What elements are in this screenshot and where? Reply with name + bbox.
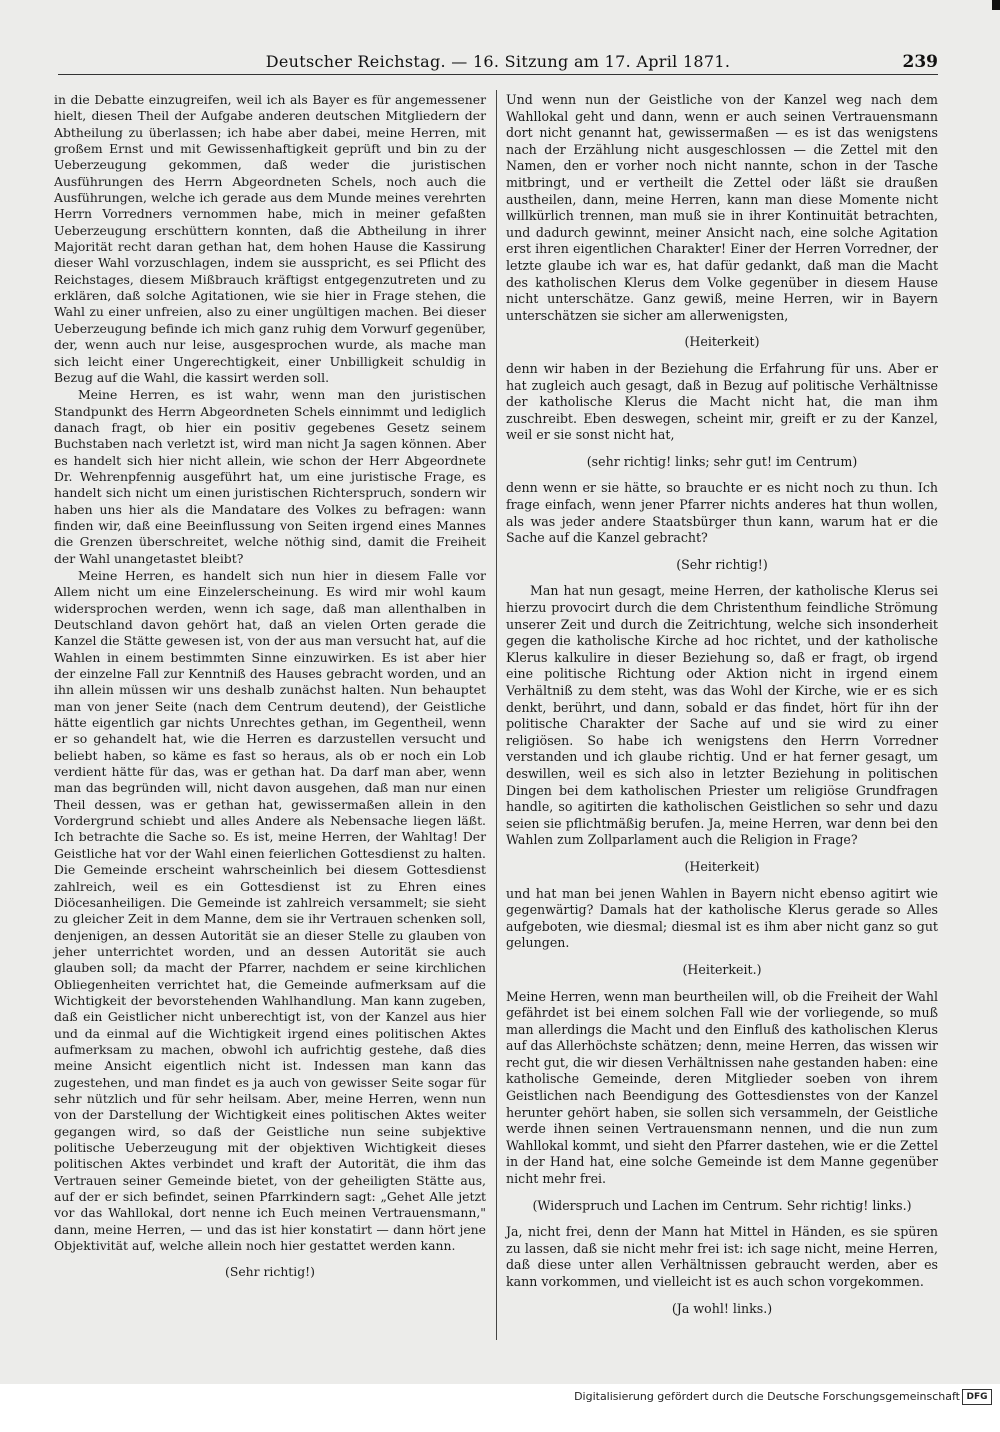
paragraph: Meine Herren, es handelt sich nun hier in diesem Falle vor Allem nicht um eine Einzelerscheinung. Es wird mir wohl kaum widersprochen werden, wenn ich sage, daß man allenthalben in Deutschland davon gehört hat, daß an vielen Orten gerade die Kanzel die Stätte gewesen ist, von der aus man versucht hat, auf die Wahlen in einem bestimmten Sinne einzuwirken. Es ist aber hier der einzelne Fall zur Kenntniß des Hauses gebracht worden, und an ihn allein müssen wir uns deshalb zunächst halten. Nun behauptet man von jener Seite (nach dem Centrum deutend), der Geistliche hätte eigentlich gar nichts Unrechtes gethan, im Gegentheil, wenn er so gehandelt hat, wie die Herren es darzustellen versucht und beliebt haben, so käme es fast so heraus, als ob er noch ein Lob verdient hätte für das, was er gethan hat. Da darf man aber, wenn man das begründen will, nicht davon ausgehen, daß man nur einen Theil dessen, was er gethan hat, gewissermaßen allein in den Vordergrund schiebt und alles Andere als Nebensache liegen läßt. Ich betrachte die Sache so. Es ist, meine Herren, der Wahltag! Der Geistliche hat vor der Wahl einen feierlichen Gottesdienst zu halten. Die Gemeinde erscheint wahrscheinlich bei diesem Gottesdienst zahlreich, weil es ein Gottesdienst ist zu Ehren eines Diöcesanheiligen. Die Gemeinde ist zahlreich versammelt; sie sieht zu gleicher Zeit in dem Manne, dem sie ihr Vertrauen schenken soll, denjenigen, an dessen Autorität sie an dieser Stelle zu glauben von jeher unterrichtet worden, und an dessen Autorität sie auch glauben soll; da macht der Pfarrer, nachdem er seine kirchlichen Obliegenheiten verrichtet hat, die Gemeinde aufmerksam auf die Wichtigkeit der bevorstehenden Wahlhandlung. Man kann zugeben, daß ein Geistlicher nicht unberechtigt ist, von der Kanzel aus hier und da einmal auf die Wichtigkeit irgend eines politischen Aktes aufmerksam zu machen, obwohl ich aufrichtig gestehe, daß dies meine Ansicht eigentlich nicht ist. Indessen man kann das zugestehen, und man findet es ja auch von gewisser Seite sogar für sehr nützlich und für sehr heilsam. Aber, meine Herren, wenn nun von der Darstellung der Wichtigkeit eines politischen Aktes weiter gegangen wird, so daß der Geistliche nun seine subjektive politische Ueberzeugung mit der objektiven Wichtigkeit dieses politischen Aktes verbindet und kraft der Autorität, die ihm das Vertrauen seiner Gemeinde bietet, von der geheiligten Stätte aus, auf der er sich befindet, seinen Pfarrkindern sagt: „Gehet Alle jetzt vor das Wahllokal, dort nenne ich Euch meinen Vertrauensmann," dann, meine Herren, — und das ist hier konstatirt — dann hört jene Objektivität auf, welche allein noch hier gestattet werden kann. [54, 567, 486, 1254]
paragraph: und hat man bei jenen Wahlen in Bayern nicht ebenso agitirt wie gegenwärtig? Damals hat der katholische Klerus gerade so Alles aufgeboten, wie diesmal; diesmal ist es ihm aber nicht ganz so gut gelungen. [506, 885, 938, 951]
paragraph: Ja, nicht frei, denn der Mann hat Mittel in Händen, es sie spüren zu lassen, daß sie nicht mehr frei ist: ich sage nicht, meine Herren, daß diese unter allen Verhältnissen gebraucht werden, aber es kann vorkommen, und vielleicht ist es auch schon vorgekommen. [506, 1224, 938, 1289]
interjection: (Heiterkeit) [684, 334, 760, 350]
paragraph: Und wenn nun der Geistliche von der Kanzel weg nach dem Wahllokal geht und dann, wenn er auch seinen Vertrauensmann dort nicht genannt hat, gewissermaßen — es ist das wenigstens nach der Erzählung nicht ausgeschlossen — die Zettel mit den Namen, den er vorher noch nicht nannte, schon in der Tasche mitbringt, und er vertheilt die Zettel oder läßt sie draußen austheilen, dann, meine Herren, kann man diese Momente nicht willkürlich trennen, man muß sie in ihrer Kontinuität betrachten, und dadurch gewinnt, meiner Ansicht nach, eine solche Agitation erst ihren eigentlichen Charakter! Einer der Herren Vorredner, der letzte glaube ich war es, hat dafür gedankt, daß man die Macht des katholischen Klerus dem Volke gegenüber in diesem Hause nicht unterschätze. Ganz gewiß, meine Herren, wir in Bayern unterschätzen sie sicher am allerwenigsten, [506, 92, 938, 323]
paragraph: in die Debatte einzugreifen, weil ich als Bayer es für angemessener hielt, diesen Theil der Aufgabe anderen deutschen Mitgliedern der Abtheilung zu überlassen; ich habe aber dabei, meine Herren, mit großem Ernst und mit Gewissenhaftigkeit geprüft und bin zu der Ueberzeugung gekommen, daß weder die juristischen Ausführungen des Herrn Abgeordneten Schels, noch auch die Ausführungen, welche ich gerade aus dem Munde meines verehrten Herrn Vorredners vernommen habe, mich in meiner gefaßten Ueberzeugung erschüttern konnten, daß die Abtheilung in ihrer Majorität recht daran gethan hat, dem hohen Hause die Kassirung dieser Wahl vorzuschlagen, indem sie ausspricht, es sei Pflicht des Reichstages, diesem Mißbrauch kräftigst entgegenzutreten und zu erklären, daß solche Agitationen, wie sie hier in Frage stehen, die Wahl zu einer unfreien, also zu einer ungültigen machen. Bei dieser Ueberzeugung befinde ich mich ganz ruhig dem Vorwurf gegenüber, der, wenn auch nur leise, ausgesprochen wurde, als mache man sich leicht einer Ungerechtigkeit, einer Unbilligkeit schuldig in Bezug auf die Wahl, die kassirt werden soll. [54, 92, 486, 385]
footer-bar [0, 1384, 1000, 1432]
page-number: 239 [902, 52, 938, 72]
paragraph: denn wir haben in der Beziehung die Erfahrung für uns. Aber er hat zugleich auch gesagt, daß in Bezug auf politische Verhältnisse der katholische Klerus die Macht nicht hat, die man ihm zuschreibt. Eben deswegen, scheint mir, greift er zu der Kanzel, weil er sie sonst nicht hat, [506, 360, 938, 443]
interjection: (Heiterkeit.) [682, 961, 762, 977]
interjection: (sehr richtig! links; sehr gut! im Centrum) [586, 453, 858, 469]
funding-credit: Digitalisierung gefördert durch die Deutsche Forschungsgemeinschaft [574, 1390, 960, 1403]
right-column [506, 92, 938, 1327]
paragraph: Meine Herren, wenn man beurtheilen will, ob die Freiheit der Wahl gefährdet ist bei einem solchen Fall wie der vorliegende, so muß man allerdings die Macht und den Einfluß des katholischen Klerus auf das Allerhöchste schätzen; denn, meine Herren, das wissen wir recht gut, die wir diesen Verhältnissen nahe gestanden haben: eine katholische Gemeinde, deren Mitglieder soeben von ihrem Geistlichen nach Beendigung des Gottesdienstes von der Kanzel herunter gehört haben, sie sollen sich versammeln, der Geistliche werde ihnen seinen Vertrauensmann nennen, und die nun zum Wahllokal kommt, und sieht den Pfarrer dastehen, wie er die Zettel in der Hand hat, eine solche Gemeinde ist dem Manne gegenüber nicht mehr frei. [506, 988, 938, 1187]
interjection: (Heiterkeit) [684, 858, 760, 874]
scan-corner-mark [992, 0, 1000, 10]
paragraph: Meine Herren, es ist wahr, wenn man den juristischen Standpunkt des Herrn Abgeordneten Schels einnimmt und lediglich danach fragt, ob hier ein positiv gegebenes Gesetz seinem Buchstaben nach verletzt ist, wird man nicht Ja sagen können. Aber es handelt sich hier nicht allein, wie schon der Herr Abgeordnete Dr. Wehrenpfennig ausgeführt hat, um eine juristische Frage, es handelt sich nicht um einen juristischen Richterspruch, sondern wir haben uns hier als die Mandatare des Volkes zu befragen: wann finden wir, daß eine Beeinflussung von Seiten irgend eines Mannes die Grenzen überschreitet, welche nöthig sind, damit die Freiheit der Wahl unangetastet bleibt? [54, 387, 486, 566]
running-title: Deutscher Reichstag. — 16. Sitzung am 17. April 1871. [265, 52, 731, 71]
interjection: (Sehr richtig!) [225, 1264, 315, 1280]
column-divider [496, 90, 497, 1340]
page-header [58, 52, 938, 75]
left-column [54, 92, 486, 1291]
interjection: (Widerspruch und Lachen im Centrum. Sehr richtig! links.) [532, 1197, 912, 1213]
interjection: (Sehr richtig!) [676, 556, 768, 572]
dfg-logo: DFG [962, 1389, 992, 1405]
paragraph: denn wenn er sie hätte, so brauchte er es nicht noch zu thun. Ich frage einfach, wenn jener Pfarrer nichts anderes hat thun wollen, als was jeder andere Staatsbürger thun kann, warum hat er die Sache auf die Kanzel gebracht? [506, 480, 938, 546]
paragraph: Man hat nun gesagt, meine Herren, der katholische Klerus sei hierzu provocirt durch die dem Christenthum feindliche Strömung unserer Zeit und durch die Zeitrichtung, welche sich insonderheit gegen die katholische Kirche ad hoc richtet, und der katholische Klerus kalkulire in dieser Beziehung so, daß er fragt, ob irgend eine politische Richtung oder Aktion nicht in irgend einem Verhältniß zu dem steht, was das Wohl der Kirche, wie er es sich denkt, berührt, und dann, sobald er das findet, hört für ihn der politische Charakter der Sache auf und sie wird zu einer religiösen. So habe ich wenigstens den Herrn Vorredner verstanden und ich glaube richtig. Und er hat ferner gesagt, um deswillen, weil es sich also in letzter Beziehung in politischen Dingen bei dem katholischen Priester um religiöse Grundfragen handle, so agitirten die katholischen Geistlichen so sehr und dazu seien sie pflichtmäßig berufen. Ja, meine Herren, war denn bei den Wahlen zum Zollparlament auch die Religion in Frage? [506, 583, 938, 848]
interjection: (Ja wohl! links.) [671, 1300, 773, 1316]
